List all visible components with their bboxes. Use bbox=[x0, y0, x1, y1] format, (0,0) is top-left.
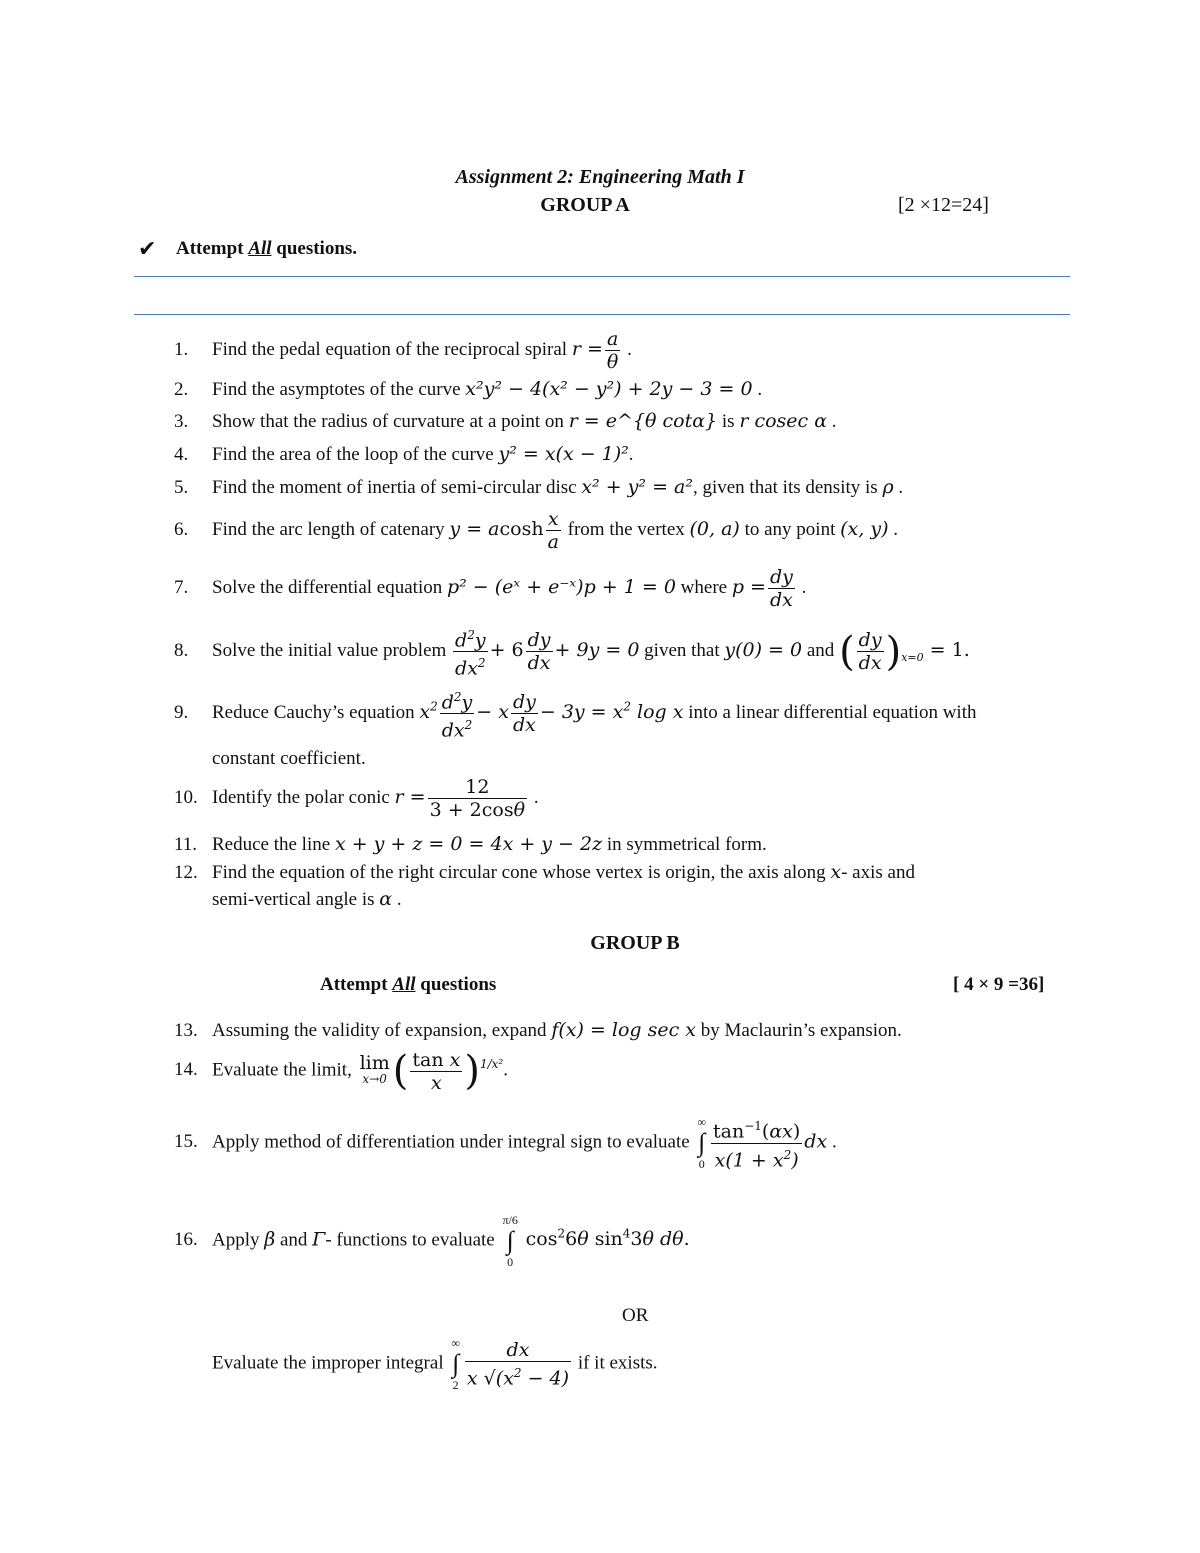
question-15: 15. Apply method of differentiation under integral sign to evaluate ∞ ∫ 0 $\frac{\tan^{-1}(\alpha x)}{x(1 + x^2)}$ dx . bbox=[174, 1115, 837, 1171]
question-12: 12. Find the equation of the right circular cone whose vertex is origin, the axis along x- axis and bbox=[174, 861, 915, 883]
group-a-heading: GROUP A bbox=[540, 194, 630, 216]
group-b-instruction: Attempt All questions bbox=[320, 974, 497, 995]
question-3: 3. Show that the radius of curvature at a point on r = e^{θ cotα} is r cosec α . bbox=[174, 410, 837, 432]
question-5: 5. Find the moment of inertia of semi-circular disc x² + y² = a², given that its density is ρ . bbox=[174, 476, 904, 498]
question-14: 14. Evaluate the limit, lim x→0 ( $\frac{\text{tan x}}{x}$ )$^{1/x^2}$. bbox=[174, 1048, 508, 1094]
or-label: OR bbox=[622, 1305, 649, 1326]
assignment-title: Assignment 2: Engineering Math I bbox=[455, 166, 745, 188]
checkmark-icon: ✔ bbox=[138, 236, 157, 261]
question-10: 10. Identify the polar conic r = $\frac{12}{3 + 2\cos\theta}$ . bbox=[174, 776, 539, 821]
group-a-marks: [2 ×12=24] bbox=[898, 194, 989, 216]
question-6: 6. Find the arc length of catenary y = acosh $\frac{x}{a}$ from the vertex (0, a) to any point (x, y) . bbox=[174, 508, 898, 553]
alternative-question: Evaluate the improper integral ∞ ∫ 2 $\frac{dx}{x √(x^2 - 4)}$ if it exists. bbox=[212, 1336, 658, 1392]
question-7: 7. Solve the differential equation p² − (eˣ + e⁻ˣ)p + 1 = 0 where p = $\frac{dy}{dx}$ . bbox=[174, 566, 807, 611]
question-1: 1. Find the pedal equation of the reciprocal spiral r = $\frac{a}{\theta}$ . bbox=[174, 328, 632, 373]
question-11: 11. Reduce the line x + y + z = 0 = 4x + y − 2z in symmetrical form. bbox=[174, 833, 767, 855]
question-12-continued: semi-vertical angle is α . bbox=[212, 888, 402, 910]
group-b-heading: GROUP B bbox=[590, 932, 680, 954]
equation: x²y² − 4(x² − y²) + 2y − 3 = 0 bbox=[465, 378, 753, 400]
question-8: 8. Solve the initial value problem $\frac{d^2y}{dx^2}$ + 6 $\frac{dy}{dx}$ + 9y = 0 given that y(0) = 0 and ( $\frac{dy}{dx}$ )$_{x=0} = 1$. bbox=[174, 624, 970, 680]
question-2: 2. Find the asymptotes of the curve x²y² − 4(x² − y²) + 2y − 3 = 0 . bbox=[174, 378, 763, 400]
divider-top bbox=[134, 276, 1070, 277]
group-b-marks: [ 4 × 9 =36] bbox=[953, 974, 1045, 995]
question-9: 9. Reduce Cauchy’s equation $x^2$ $\frac{d^2y}{dx^2}$ − x $\frac{dy}{dx}$ − $3y = x^2$ log x into a linear differential equation with bbox=[174, 686, 976, 742]
question-4: 4. Find the area of the loop of the curve y² = x(x − 1)². bbox=[174, 443, 634, 465]
question-9-continued: constant coefficient. bbox=[212, 748, 366, 769]
question-16: 16. Apply β and Γ- functions to evaluate π/6 ∫ 0 $\cos^26\theta$ $\sin^43\theta$ dθ. bbox=[174, 1213, 690, 1269]
divider-bottom bbox=[134, 314, 1070, 315]
question-13: 13. Assuming the validity of expansion, expand f(x) = log sec x by Maclaurin’s expansion. bbox=[174, 1019, 902, 1041]
attempt-instruction: Attempt All questions. bbox=[176, 238, 358, 259]
